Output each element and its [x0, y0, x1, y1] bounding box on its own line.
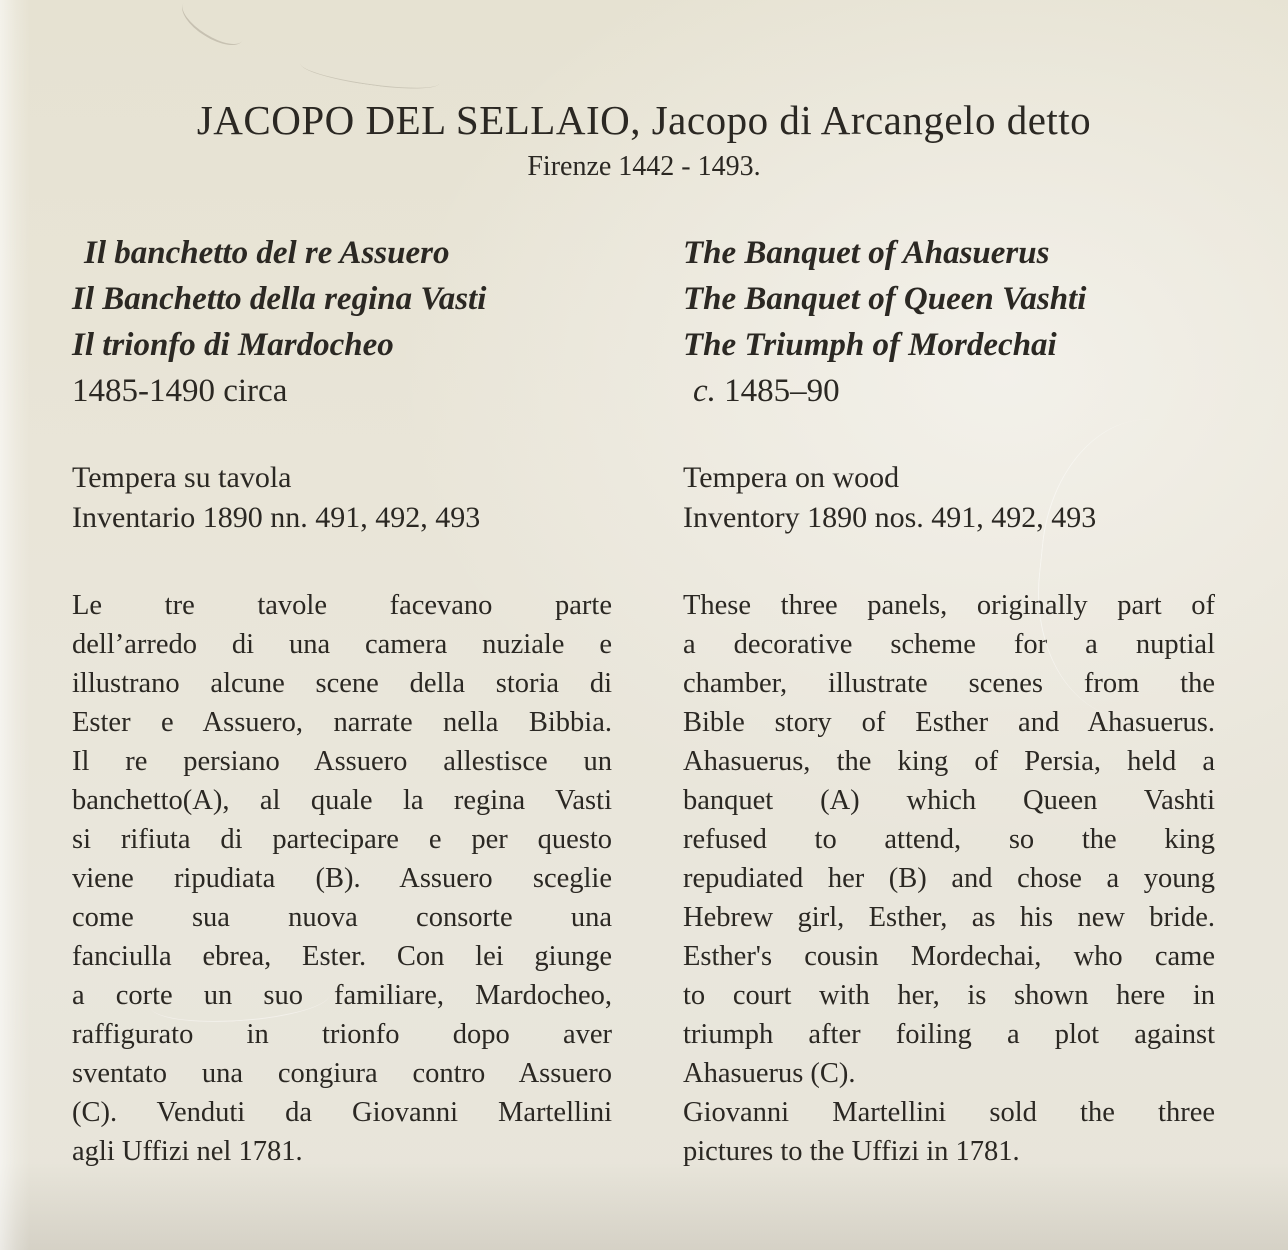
description-line: raffigurato in trionfo dopo aver [72, 1019, 612, 1050]
description-line: to court with her, is shown here in [683, 980, 1215, 1011]
description-line: pictures to the Uffizi in 1781. [683, 1136, 1020, 1167]
header [0, 0, 1288, 184]
date-value: 1485–90 [724, 373, 840, 409]
description-line: repudiated her (B) and chose a young [683, 863, 1215, 894]
two-column-body [0, 230, 1288, 1171]
work-title-line: Il trionfo di Mardocheo [72, 327, 394, 363]
description-italian [72, 586, 612, 1171]
description-line: come sua nuova consorte una [72, 902, 612, 933]
inventory-line: Inventory 1890 nos. 491, 492, 493 [683, 501, 1097, 534]
medium-block-italian [72, 458, 612, 538]
description-line: triumph after foiling a plot against [683, 1019, 1215, 1050]
work-title-line: Il banchetto del re Assuero [84, 235, 450, 271]
work-title-line: Il Banchetto della regina Vasti [72, 281, 487, 317]
description-line: (C). Venduti da Giovanni Martellini [72, 1097, 612, 1128]
column-english [683, 230, 1215, 1171]
inventory-line: Inventario 1890 nn. 491, 492, 493 [72, 501, 481, 534]
description-line: Esther's cousin Mordechai, who came [683, 941, 1215, 972]
description-line: Ahasuerus, the king of Persia, held a [683, 746, 1215, 777]
description-line: Le tre tavole facevano parte [72, 590, 612, 621]
column-italian [72, 230, 612, 1171]
description-line: sventato una congiura contro Assuero [72, 1058, 612, 1089]
work-title-line: The Banquet of Queen Vashti [683, 281, 1087, 317]
description-line: banchetto(A), al quale la regina Vasti [72, 785, 612, 816]
description-line: refused to attend, so the king [683, 824, 1215, 855]
artist-life-dates: Firenze 1442 - 1493. [527, 151, 761, 182]
description-line: These three panels, originally part of [683, 590, 1215, 621]
artist-title: JACOPO DEL SELLAIO, Jacopo di Arcangelo detto [196, 97, 1092, 143]
work-title-line: The Triumph of Mordechai [683, 327, 1057, 363]
work-title-line: The Banquet of Ahasuerus [683, 235, 1050, 271]
description-line: fanciulla ebrea, Ester. Con lei giunge [72, 941, 612, 972]
description-line: Hebrew girl, Esther, as his new bride. [683, 902, 1215, 933]
description-line: Ahasuerus (C). [683, 1058, 856, 1089]
description-line: chamber, illustrate scenes from the [683, 668, 1215, 699]
medium-block-english [683, 458, 1215, 538]
description-line: dell’arredo di una camera nuziale e [72, 629, 612, 660]
description-line: Giovanni Martellini sold the three [683, 1097, 1215, 1128]
description-line: a decorative scheme for a nuptial [683, 629, 1215, 660]
medium-line: Tempera su tavola [72, 461, 292, 494]
description-line: illustrano alcune scene della storia di [72, 668, 612, 699]
work-date-english [683, 368, 1215, 414]
description-english [683, 586, 1215, 1171]
description-line: a corte un suo familiare, Mardocheo, [72, 980, 612, 1011]
description-line: banquet (A) which Queen Vashti [683, 785, 1215, 816]
description-line: Bible story of Esther and Ahasuerus. [683, 707, 1215, 738]
work-titles-english [683, 230, 1215, 414]
work-date-italian: 1485-1490 circa [72, 373, 288, 409]
circa-abbreviation: c. [693, 373, 716, 409]
description-line: Ester e Assuero, narrate nella Bibbia. [72, 707, 612, 738]
medium-line: Tempera on wood [683, 461, 900, 494]
description-line: viene ripudiata (B). Assuero sceglie [72, 863, 612, 894]
description-line: Il re persiano Assuero allestisce un [72, 746, 612, 777]
description-line: si rifiuta di partecipare e per questo [72, 824, 612, 855]
description-line: agli Uffizi nel 1781. [72, 1136, 303, 1167]
work-titles-italian [72, 230, 612, 414]
